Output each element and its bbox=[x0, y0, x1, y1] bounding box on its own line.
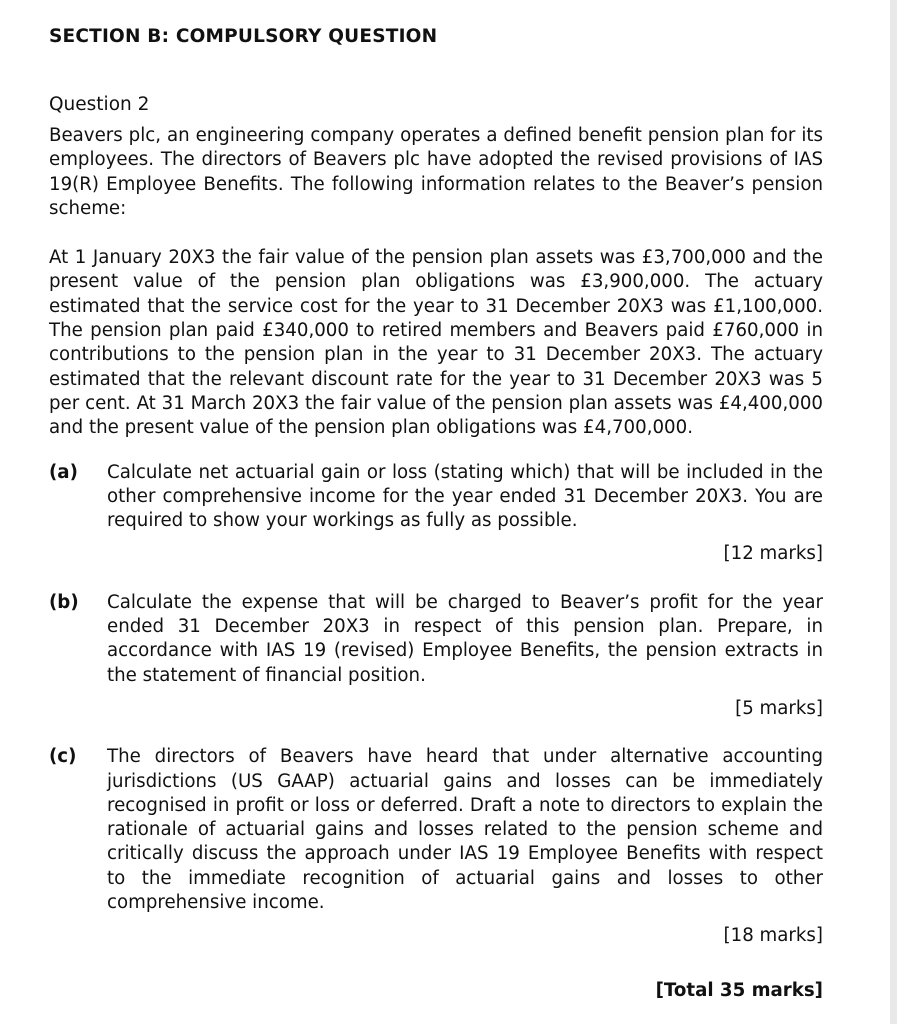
section-title: SECTION B: COMPULSORY QUESTION bbox=[49, 26, 438, 47]
question-part-c bbox=[49, 745, 823, 948]
part-label: (a) bbox=[49, 461, 78, 483]
scenario-data-paragraph: At 1 January 20X3 the fair value of the pension plan assets was £3,700,000 and the present value of the pension plan obligations was £3,900,000. The actuary estimated that the service cost for the year to 31 December 20X3 was £1,100,000. The pension plan paid £340,000 to retired members and Beavers paid £760,000 in contributions to the pension plan in the year to 31 December 20X3. The actuary estimated that the relevant discount rate for the year to 31 December 20X3 was 5 per cent. At 31 March 20X3 the fair value of the pension plan assets was £4,400,000 and the present value of the pension plan obligations was £4,700,000. bbox=[49, 247, 823, 439]
question-part-b bbox=[49, 591, 823, 721]
question-part-a bbox=[49, 461, 823, 567]
part-text: Calculate net actuarial gain or loss (stating which) that will be included in the other comprehensive income for the year ended 31 December 20X3. You are required to show your workings as fully as possible. bbox=[107, 461, 823, 532]
part-label: (c) bbox=[49, 746, 77, 768]
total-marks: [Total 35 marks] bbox=[655, 979, 823, 1001]
part-text: The directors of Beavers have heard that under alternative accounting jurisdictions (US GAAP) actuarial gains and losses can be immediately recognised in profit or loss or deferred. Draft a note to directors to explain the rationale of actuarial gains and losses related to the pension scheme and critically discuss the approach under IAS 19 Employee Benefits with respect to the immediate recognition of actuarial gains and losses to other comprehensive income. bbox=[107, 746, 823, 914]
part-marks: [5 marks] bbox=[735, 697, 823, 719]
part-text: Calculate the expense that will be charged to Beaver’s profit for the year ended 31 December 20X3 in respect of this pension plan. Prepare, in accordance with IAS 19 (revised) Employee Benefits, the pension extracts in the statement of financial position. bbox=[107, 591, 823, 686]
question-title: Question 2 bbox=[49, 94, 150, 115]
part-marks: [18 marks] bbox=[723, 925, 823, 947]
part-label: (b) bbox=[49, 591, 79, 613]
intro-paragraph: Beavers plc, an engineering company operates a defined benefit pension plan for its employees. The directors of Beavers plc have adopted the revised provisions of IAS 19(R) Employee Benefits. The following information relates to the Beaver’s pension scheme: bbox=[49, 125, 823, 219]
part-marks: [12 marks] bbox=[723, 543, 823, 565]
page-edge-shadow bbox=[890, 0, 897, 1024]
exam-question bbox=[49, 26, 823, 1003]
